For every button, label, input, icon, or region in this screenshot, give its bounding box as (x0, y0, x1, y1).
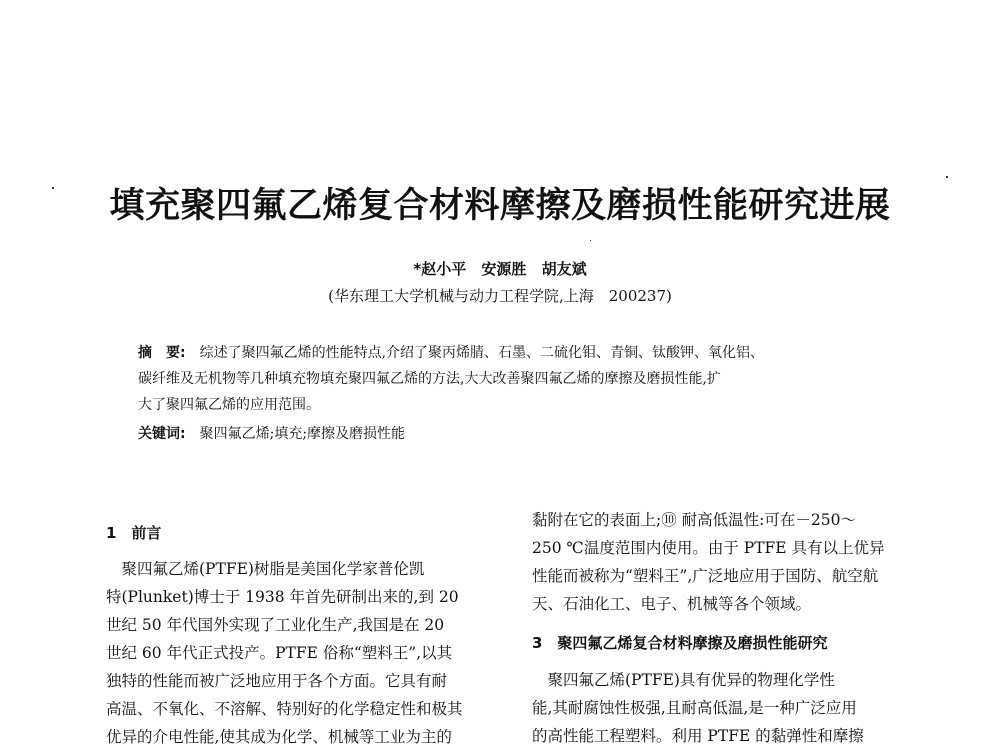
right-col-line-2: 250 ℃温度范围内使用。由于 PTFE 具有以上优异 (532, 539, 885, 557)
abstract-label: 摘 要: (138, 345, 186, 361)
left-col-line-2: 特(Plunket)博士于 1938 年首先研制出来的,到 20 (106, 588, 459, 606)
left-col-line-4: 世纪 60 年代正式投产。PTFE 俗称“塑料王”,以其 (106, 644, 453, 662)
left-col-line-6: 高温、不氧化、不溶解、特别好的化学稳定性和极其 (106, 700, 463, 718)
affiliation: (华东理工大学机械与动力工程学院,上海 200237) (328, 287, 672, 305)
keywords-line (138, 423, 405, 445)
abstract-line-2: 碳纤维及无机物等几种填充物填充聚四氟乙烯的方法,大大改善聚四氟乙烯的摩擦及磨损性能,扩 (138, 371, 721, 387)
section-3-heading: 3 聚四氟乙烯复合材料摩擦及磨损性能研究 (532, 634, 828, 652)
scan-speck (946, 176, 948, 178)
left-col-line-5: 独特的性能而被广泛地应用于各个方面。它具有耐 (106, 672, 448, 690)
left-col-line-7: 优异的介电性能,使其成为化学、机械等工业为主的 (106, 728, 452, 746)
keywords-text: 聚四氟乙烯;填充;摩擦及磨损性能 (199, 426, 406, 442)
right-col-line-5: 聚四氟乙烯(PTFE)具有优异的物理化学性 (532, 671, 835, 689)
section-1-heading: 1 前言 (106, 524, 162, 542)
scan-speck (590, 240, 591, 241)
right-col-line-4: 天、石油化工、电子、机械等各个领域。 (532, 595, 812, 613)
keywords-label: 关键词: (138, 426, 186, 442)
left-col-line-1: 聚四氟乙烯(PTFE)树脂是美国化学家普伦凯 (106, 560, 425, 578)
right-col-line-6: 能,其耐腐蚀性极强,且耐高低温,是一种广泛应用 (532, 699, 857, 717)
left-col-line-3: 世纪 50 年代国外实现了工业化生产,我国是在 20 (106, 616, 445, 634)
scan-speck (52, 187, 54, 189)
right-col-line-3: 性能而被称为“塑料王”,广泛地应用于国防、航空航 (532, 567, 879, 585)
abstract-line-1 (138, 342, 764, 364)
paper-title: 填充聚四氟乙烯复合材料摩擦及磨损性能研究进展 (109, 186, 891, 226)
right-col-line-7: 的高性能工程塑料。利用 PTFE 的黏弹性和摩擦 (532, 727, 864, 745)
abstract-line-3: 大了聚四氟乙烯的应用范围。 (138, 397, 320, 413)
author-list: *赵小平 安源胜 胡友斌 (413, 260, 587, 278)
abstract-text-1: 综述了聚四氟乙烯的性能特点,介绍了聚丙烯腈、石墨、二硫化钼、青铜、钛酸钾、氧化铝、 (199, 345, 765, 361)
right-col-line-1: 黏附在它的表面上;⑩ 耐高低温性:可在－250～ (532, 511, 856, 529)
